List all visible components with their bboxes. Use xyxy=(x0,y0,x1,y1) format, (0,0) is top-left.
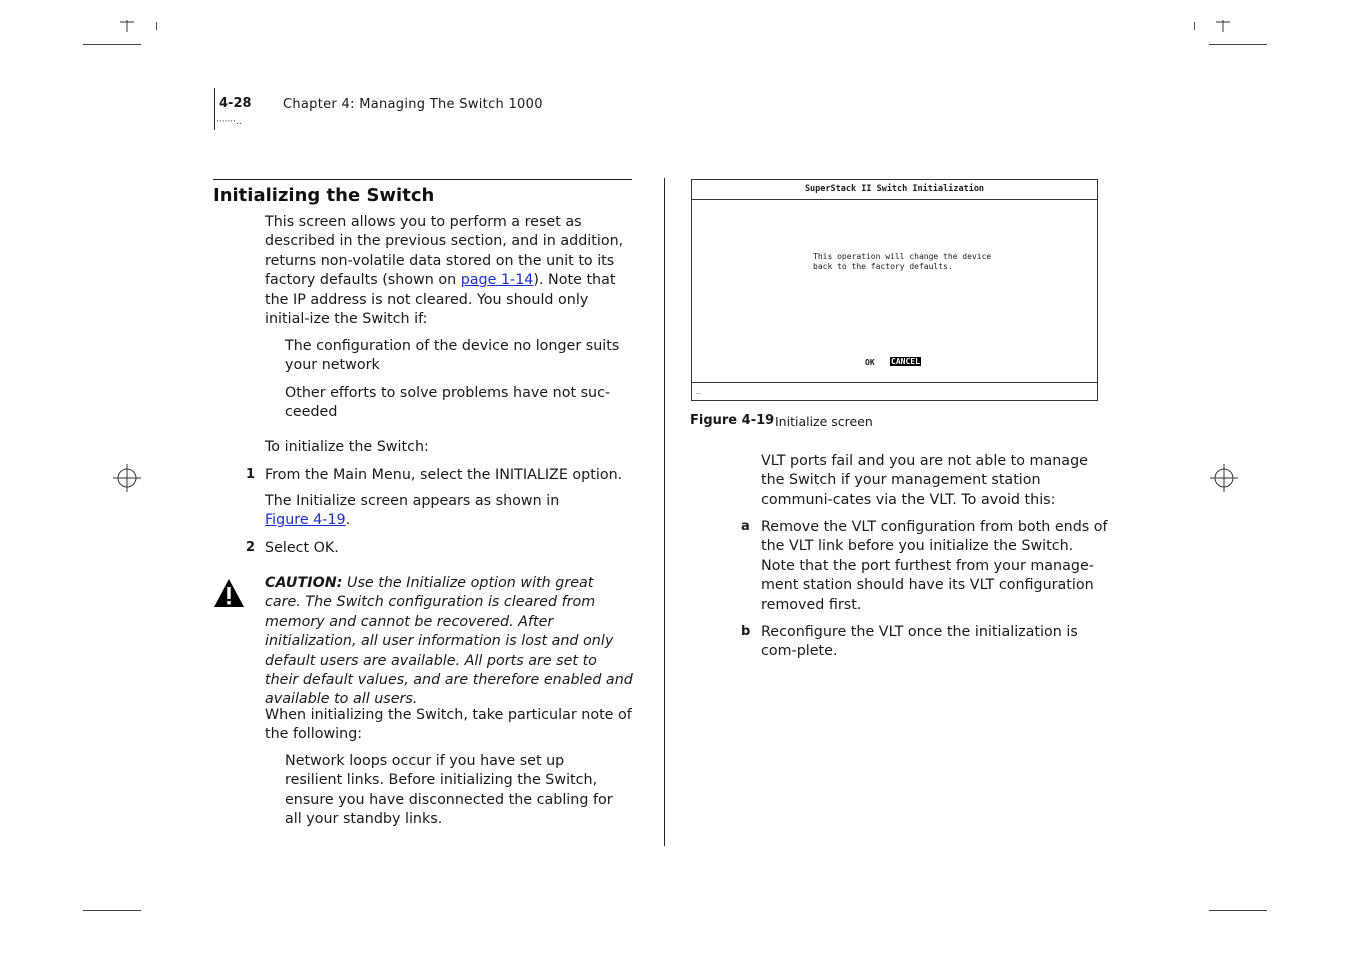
note-intro: When initializing the Switch, take particular note of the following: xyxy=(265,707,632,743)
list-label: a xyxy=(741,519,750,534)
registration-mark-icon xyxy=(118,16,136,32)
list-item-a: Remove the VLT configuration from both ends of the VLT link before you initialize the Switch. xyxy=(761,519,1108,555)
screen-cursor: _ xyxy=(696,385,701,394)
crop-mark-top-left xyxy=(83,44,141,45)
figure-label: Figure 4-19 xyxy=(690,413,775,428)
list-item-a-note: Note that the port furthest from your manage-ment station should have its VLT configuration removed first. xyxy=(761,558,1094,613)
crop-mark-bottom-right xyxy=(1209,910,1267,911)
step-number: 2 xyxy=(246,540,256,555)
step-1-text: From the Main Menu, select the INITIALIZE option. xyxy=(265,467,623,483)
crop-mark-top-right xyxy=(1209,44,1267,45)
vlt-intro: VLT ports fail and you are not able to manage the Switch if your management station communi-cates via the VLT. To avoid this: xyxy=(761,453,1088,508)
bullet-item: Other efforts to solve problems have not suc-ceeded xyxy=(285,385,611,421)
screen-separator xyxy=(692,382,1097,383)
registration-target-icon xyxy=(113,464,141,492)
intro-paragraph: This screen allows you to perform a reset as described in the previous section, and in addition, returns non-volatile data stored on the unit to its factory defaults (shown on page 1-14). Note that the IP address is not cleared. You should only initial-ize the Switch if: xyxy=(265,214,624,328)
crop-tick xyxy=(1194,22,1195,30)
section-rule xyxy=(213,179,632,180)
list-item-b: Reconfigure the VLT once the initialization is com-plete. xyxy=(761,624,1078,660)
crop-tick xyxy=(156,22,157,30)
step-2-text: Select OK. xyxy=(265,540,339,556)
registration-mark-icon xyxy=(1214,16,1232,32)
warning-icon xyxy=(213,578,245,608)
caution-note: CAUTION: Use the Initialize option with great care. The Switch configuration is cleared from memory and cannot be recovered. After initialization, all user information is lost and only default users are available. All ports are set to their default values, and are therefore enabled and available to all users. xyxy=(265,575,633,708)
note-bullet: Network loops occur if you have set up resilient links. Before initializing the Switch, ensure you have disconnected the cabling for all your standby links. xyxy=(285,753,613,828)
page-number: 4-28 xyxy=(219,96,252,111)
initialize-screen-figure xyxy=(691,179,1098,401)
ok-button: OK xyxy=(865,358,875,367)
crop-mark-bottom-left xyxy=(83,910,141,911)
to-initialize-text: To initialize the Switch: xyxy=(265,439,429,455)
page-link[interactable]: page 1-14 xyxy=(460,272,534,289)
registration-target-icon xyxy=(1210,464,1238,492)
screen-separator xyxy=(692,199,1097,200)
figure-link[interactable]: Figure 4-19 xyxy=(265,512,346,529)
list-label: b xyxy=(741,624,751,639)
bullet-item: The configuration of the device no longer suits your network xyxy=(285,338,620,374)
section-title: Initializing the Switch xyxy=(213,185,435,206)
screen-message: This operation will change the device back to the factory defaults. xyxy=(813,252,992,271)
column-divider xyxy=(664,178,665,846)
cancel-button: CANCEL xyxy=(891,357,920,366)
step-number: 1 xyxy=(246,467,256,482)
screen-title: SuperStack II Switch Initialization xyxy=(804,184,985,194)
chapter-title: Chapter 4: Managing The Switch 1000 xyxy=(283,97,543,112)
dots-decoration-icon: ·······.. xyxy=(216,117,242,127)
step-1-subtext: The Initialize screen appears as shown in Figure 4-19. xyxy=(265,493,560,529)
figure-caption: Initialize screen xyxy=(775,414,873,429)
